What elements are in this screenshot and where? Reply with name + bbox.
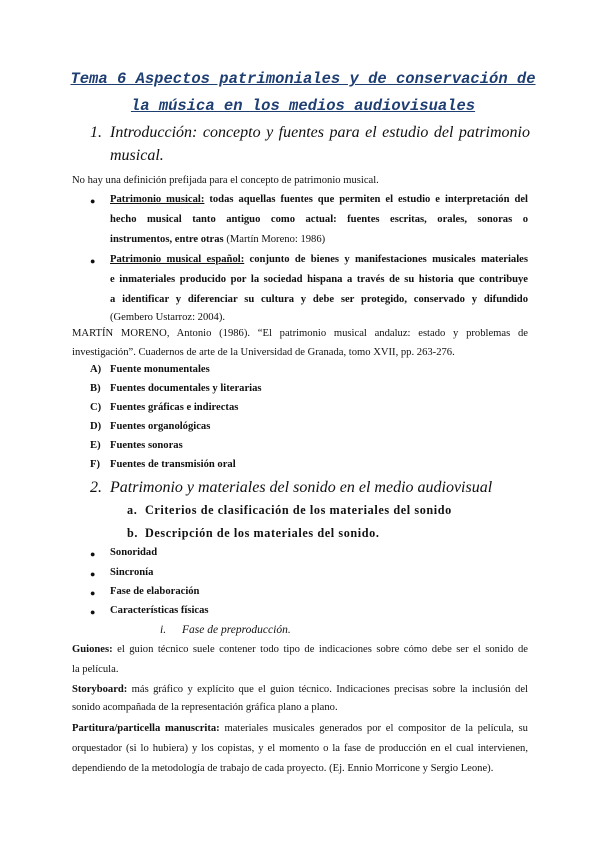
- section-1-number: 1.: [90, 124, 102, 141]
- subsection-a-letter: a.: [127, 503, 138, 517]
- bullet-1-line-1: [110, 194, 528, 205]
- storyboard-line-2: sonido acompañada de la representación gráfica plano a plano.: [72, 702, 338, 713]
- subsection-b-letter: b.: [127, 526, 139, 540]
- bullet-fase-elaboracion: Fase de elaboración: [110, 586, 200, 597]
- bullet-2-line-2: e inmateriales producido por la sociedad hispana a través de su historia que contribuye: [110, 274, 528, 285]
- reference-line-2: investigación”. Cuadernos de arte de la Universidad de Granada, tomo XVII, pp. 263-276.: [72, 347, 455, 358]
- source-letter-d: D): [90, 421, 102, 432]
- bullet-1-line-2: hecho musical tanto antiguo como actual: fuentes escritas, orales, sonoras o: [110, 214, 528, 225]
- section-2-number: 2.: [90, 479, 102, 496]
- bullet-2-text-1: conjunto de bienes y manifestaciones musicales materiales: [249, 254, 529, 265]
- reference-line-1: MARTÍN MORENO, Antonio (1986). “El patrimonio musical andaluz: estado y problemas de: [72, 328, 528, 339]
- bullet-icon: ●: [90, 549, 96, 559]
- partitura-text: materiales musicales generados por el compositor de la película, su: [219, 723, 528, 734]
- partitura-line-3: dependiendo de la metodología de trabajo de cada proyecto. (Ej. Ennio Morricone y Sergio Leone).: [72, 763, 494, 774]
- bullet-2-line-3: a identificar y diferenciar su cultura y debe ser protegido, conservado y difundido: [110, 294, 528, 305]
- guiones-text: el guion técnico suele contener todo tipo de indicaciones sobre cómo debe ser el sonido de: [112, 644, 528, 655]
- bullet-1-line-3: [110, 234, 325, 245]
- subsection-a-heading: Criterios de clasificación de los materiales del sonido: [145, 503, 452, 517]
- document-title-line-2: la música en los medios audiovisuales: [130, 97, 476, 115]
- term-guiones: Guiones:: [72, 644, 113, 655]
- bullet-caracteristicas-fisicas: Características físicas: [110, 605, 209, 616]
- bullet-icon: ●: [90, 607, 96, 617]
- term-partitura: Partitura/particella manuscrita:: [72, 723, 220, 734]
- bullet-1-last-bold: instrumentos, entre otras: [110, 234, 224, 245]
- bullet-icon: ●: [90, 569, 96, 579]
- term-patrimonio-musical-espanol: Patrimonio musical español:: [110, 254, 245, 265]
- subsection-b-heading: Descripción de los materiales del sonido.: [145, 526, 380, 540]
- roman-numeral: i.: [160, 624, 167, 636]
- bullet-sincronia: Sincronía: [110, 567, 154, 578]
- source-item-d: Fuentes organológicas: [110, 421, 211, 432]
- bullet-icon: ●: [90, 196, 96, 206]
- source-item-c: Fuentes gráficas e indirectas: [110, 402, 239, 413]
- source-item-a: Fuente monumentales: [110, 364, 210, 375]
- section-1-heading-line-1: Introducción: concepto y fuentes para el estudio del patrimonio: [110, 124, 530, 141]
- storyboard-line-1: [72, 684, 528, 695]
- guiones-line-1: [72, 644, 528, 655]
- source-item-f: Fuentes de transmisión oral: [110, 459, 236, 470]
- source-letter-a: A): [90, 364, 102, 375]
- citation-gembero: (Gembero Ustarroz: 2004).: [110, 312, 226, 323]
- source-letter-b: B): [90, 383, 101, 394]
- source-letter-c: C): [90, 402, 102, 413]
- bullet-icon: ●: [90, 588, 96, 598]
- subheading-fase-preproduccion: Fase de preproducción.: [182, 624, 291, 636]
- bullet-1-text-1: todas aquellas fuentes que permiten el estudio e interpretación del: [209, 194, 528, 205]
- term-storyboard: Storyboard:: [72, 684, 128, 695]
- citation-martin-moreno: (Martín Moreno: 1986): [223, 234, 326, 245]
- intro-paragraph: No hay una definición prefijada para el concepto de patrimonio musical.: [72, 175, 379, 186]
- source-item-e: Fuentes sonoras: [110, 440, 183, 451]
- term-patrimonio-musical: Patrimonio musical:: [110, 194, 205, 205]
- source-letter-e: E): [90, 440, 101, 451]
- source-item-b: Fuentes documentales y literarias: [110, 383, 262, 394]
- bullet-icon: ●: [90, 256, 96, 266]
- partitura-line-2: orquestador (si lo hubiera) y los copistas, y el momento o la fase de producción en el cual intervienen,: [72, 743, 528, 754]
- section-1-heading-line-2: musical.: [110, 147, 164, 164]
- storyboard-text: más gráfico y explícito que el guion técnico. Indicaciones precisas sobre la inclusión del: [127, 684, 528, 695]
- guiones-line-2: la película.: [72, 664, 119, 675]
- source-letter-f: F): [90, 459, 100, 470]
- bullet-2-line-1: [110, 254, 528, 265]
- document-title-line-1: Tema 6 Aspectos patrimoniales y de conservación de: [70, 70, 536, 88]
- bullet-sonoridad: Sonoridad: [110, 547, 158, 558]
- section-2-heading: Patrimonio y materiales del sonido en el medio audiovisual: [110, 479, 493, 496]
- partitura-line-1: [72, 723, 528, 734]
